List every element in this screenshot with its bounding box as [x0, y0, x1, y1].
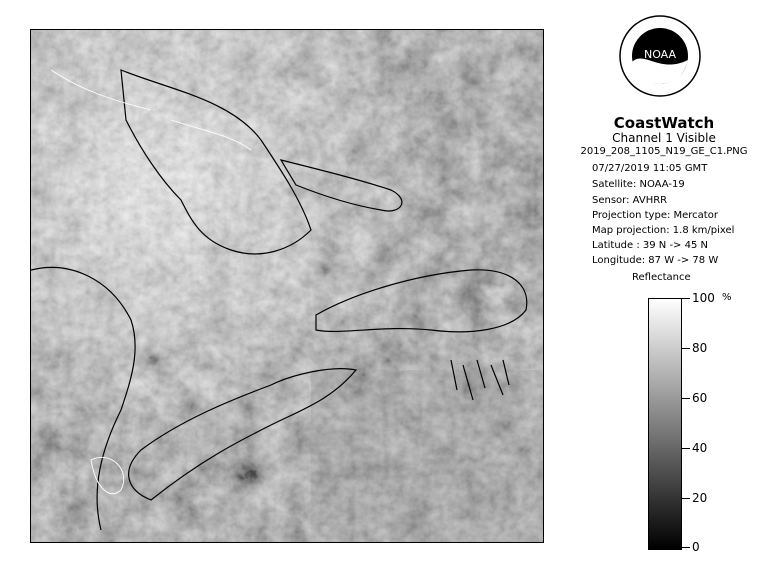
scale-tick	[682, 547, 690, 548]
datetime-text: 07/27/2019 11:05 GMT	[592, 163, 708, 174]
scale-tick-label: 100	[692, 291, 715, 305]
satellite-text: Satellite: NOAA-19	[592, 179, 685, 190]
file-name: 2019_208_1105_N19_GE_C1.PNG	[580, 146, 748, 157]
scale-tick-label: 80	[692, 341, 708, 355]
scale-tick-label: 0	[692, 540, 700, 554]
scale-title: Reflectance	[632, 272, 691, 283]
logo-text: NOAA	[643, 48, 677, 61]
satellite-image	[31, 30, 543, 542]
reflectance-colorbar	[648, 298, 682, 550]
scale-tick-label: 20	[692, 491, 708, 505]
scale-tick	[682, 298, 690, 299]
scale-tick-label: 40	[692, 441, 708, 455]
channel-subtitle: Channel 1 Visible	[612, 131, 716, 145]
scale-tick	[682, 498, 690, 499]
scale-tick	[682, 398, 690, 399]
satellite-map	[30, 29, 544, 543]
longitude-text: Longitude: 87 W -> 78 W	[592, 255, 719, 266]
latitude-text: Latitude : 39 N -> 45 N	[592, 240, 708, 251]
sensor-text: Sensor: AVHRR	[592, 195, 668, 206]
scale-tick-label: 60	[692, 391, 708, 405]
scale-unit: %	[722, 292, 732, 303]
product-title: CoastWatch	[613, 114, 715, 132]
map-projection-text: Map projection: 1.8 km/pixel	[592, 225, 735, 236]
noaa-logo	[618, 14, 702, 112]
scale-tick	[682, 348, 690, 349]
projection-type-text: Projection type: Mercator	[592, 210, 718, 221]
scale-tick	[682, 448, 690, 449]
